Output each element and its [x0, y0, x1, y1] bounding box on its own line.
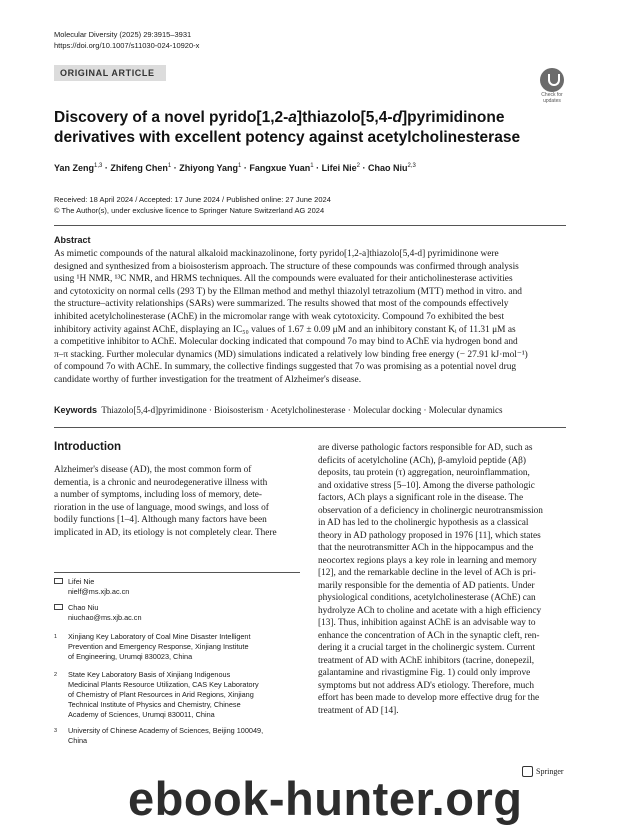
- watermark: ebook-hunter.org: [128, 772, 523, 825]
- email-link[interactable]: niuchao@ms.xjb.ac.cn: [68, 613, 142, 622]
- check-updates-label-2: updates: [543, 98, 561, 104]
- contact-chao-niu: Chao Niu niuchao@ms.xjb.ac.cn: [54, 603, 142, 623]
- journal-citation: Molecular Diversity (2025) 29:3915–3931: [54, 30, 192, 39]
- keywords-label: Keywords: [54, 405, 98, 415]
- author[interactable]: Yan Zeng$^{1,3}$: [54, 163, 103, 173]
- author[interactable]: Zhiyong Yang$^1$: [179, 163, 242, 173]
- affiliation-2: 2 State Key Laboratory Basis of Xinjiang Indigenous Medicinal Plants Resource Utilization, CAS Key Laboratory of Chemistry of Plant Resources in Arid Regions, Xinjiang Technical Institute of Physics and Chemistry, Chinese Academy of Sciences, Urumqi 830011, China: [54, 670, 259, 719]
- envelope-icon: [54, 604, 63, 610]
- abstract-heading: Abstract: [54, 235, 91, 245]
- springer-horse-icon: [522, 766, 533, 777]
- divider: [54, 225, 566, 226]
- author-list: Yan Zeng$^{1,3}$ · Zhifeng Chen$^1$ · Zhiyong Yang$^1$ · Fangxue Yuan$^1$ · Lifei Nie$^2$ · Chao Niu$^{2,3}$: [54, 163, 416, 173]
- keywords: [54, 405, 503, 415]
- author[interactable]: Chao Niu$^{2,3}$: [367, 163, 416, 173]
- publication-dates: Received: 18 April 2024 / Accepted: 17 June 2024 / Published online: 27 June 2024 © The Author(s), under exclusive licence to Springer Nature Switzerland AG 2024: [54, 195, 331, 215]
- keywords-text: Thiazolo[5,4-d]pyrimidinone · Bioisosterism · Acetylcholinesterase · Molecular docking · Molecular dynamics: [101, 405, 503, 415]
- author[interactable]: Fangxue Yuan$^1$: [249, 163, 314, 173]
- doi-link[interactable]: https://doi.org/10.1007/s11030-024-10920-x: [54, 41, 200, 50]
- author[interactable]: Zhifeng Chen$^1$: [110, 163, 172, 173]
- author[interactable]: Lifei Nie$^2$: [321, 163, 360, 173]
- check-for-updates-badge[interactable]: [537, 68, 567, 104]
- affiliation-1: 1 Xinjiang Key Laboratory of Coal Mine Disaster Intelligent Prevention and Emergency Response, Xinjiang Institute of Engineering, Urumqi 830023, China: [54, 632, 251, 661]
- check-updates-label-1: Check for: [541, 92, 563, 98]
- footnote-divider: [54, 572, 300, 573]
- email-link[interactable]: nielf@ms.xjb.ac.cn: [68, 587, 130, 596]
- article-type-banner: ORIGINAL ARTICLE: [54, 65, 166, 81]
- contact-lifei-nie: Lifei Nie nielf@ms.xjb.ac.cn: [54, 577, 129, 597]
- affiliation-3: 3 University of Chinese Academy of Sciences, Beijing 100049, China: [54, 726, 264, 745]
- divider: [54, 427, 566, 428]
- journal-info: [54, 29, 199, 51]
- abstract-body: As mimetic compounds of the natural alkaloid mackinazolinone, forty pyrido[1,2-a]thiazolo[5,4-d] pyrimidinone were designed and synthesized from a bioisosterism approach. The structure of these compounds was confirmed through analysis using ¹H NMR, ¹³C NMR, and HRMS techniques. All the compounds were evaluated for their anticholinesterase activities and cytotoxicity on normal cells (293 T) by the Ellman method and methyl thiazolyl tetrazolium (MTT) method in vitro. and the structure–activity relationships (SARs) were summarized. The results showed that most of the compounds effectively inhibited acetylcholinesterase (AChE) in the micromolar range with weak cytotoxicity. Compound 7o exhibited the best inhibitory activity against AChE, displaying an IC₅₀ values of 1.67 ± 0.09 μM and an inhibitory constant Kᵢ of 11.31 μM as a competitive inhibitor to AChE. Molecular docking indicated that compound 7o may bind to AChE via hydrogen bond and π–π stacking. Further molecular dynamics (MD) simulations indicated a relatively low binding free energy (− 27.91 kJ·mol⁻¹) of compound 7o with AChE. In summary, the collective findings suggested that 7o was promising as a potential novel drug candidate worthy of further investigation for the treatment of Alzheimer's disease.: [54, 249, 528, 385]
- article-title: Discovery of a novel pyrido[1,2-a]thiazolo[5,4-d]pyrimidinone derivatives with excellent potency against acetylcholinesterase: [54, 109, 521, 146]
- left-column-text: Alzheimer's disease (AD), the most common form of dementia, is a chronic and neurodegenerative illness with a number of symptoms, including loss of memory, dete- rioration in the use of language, mood swings, and loss of bodily functions [1–4]. Although many factors have been implicated in AD, its etiology is not completely clear. There: [54, 465, 277, 538]
- check-updates-icon: [540, 68, 564, 92]
- right-column-text: are diverse pathologic factors responsible for AD, such as deficits of acetylcholine (ACh), β-amyloid peptide (Aβ) deposits, tau protein (τ) aggregation, neuroinflammation, and oxidative stress [5–10]. Among the diverse pathologic factors, ACh plays a significant role in the disease. The observation of a deficiency in cholinergic neurotransmission in AD has led to the cholinergic hypothesis as a classical theory in AD pathology proposed in 1976 [11], which states that the neurotransmitter ACh in the hippocampus and the neocortex regions plays a key role in learning and memory [12], and the remarkable decline in the level of ACh is pri- marily responsible for the dementia of AD patients. Under physiological conditions, acetylcholinesterase (AChE) can hydrolyze ACh to choline and acetate with a high efficiency [13]. Thus, inhibition against AChE is an advisable way to enhance the concentration of ACh in the synaptic cleft, ren- dering it a crucial target in the cholinergic system. Current treatment of AD with AChE inhibitors (tacrine, donepezil, galantamine and rivastigmine Fig. 1) could only improve symptoms but not address AD's etiology. Therefore, much effort has been made to develop more effective drug for the treatment of AD [14].: [318, 443, 543, 716]
- section-heading-introduction: Introduction: [54, 441, 122, 453]
- publisher-logo: Springer: [522, 766, 564, 777]
- envelope-icon: [54, 578, 63, 584]
